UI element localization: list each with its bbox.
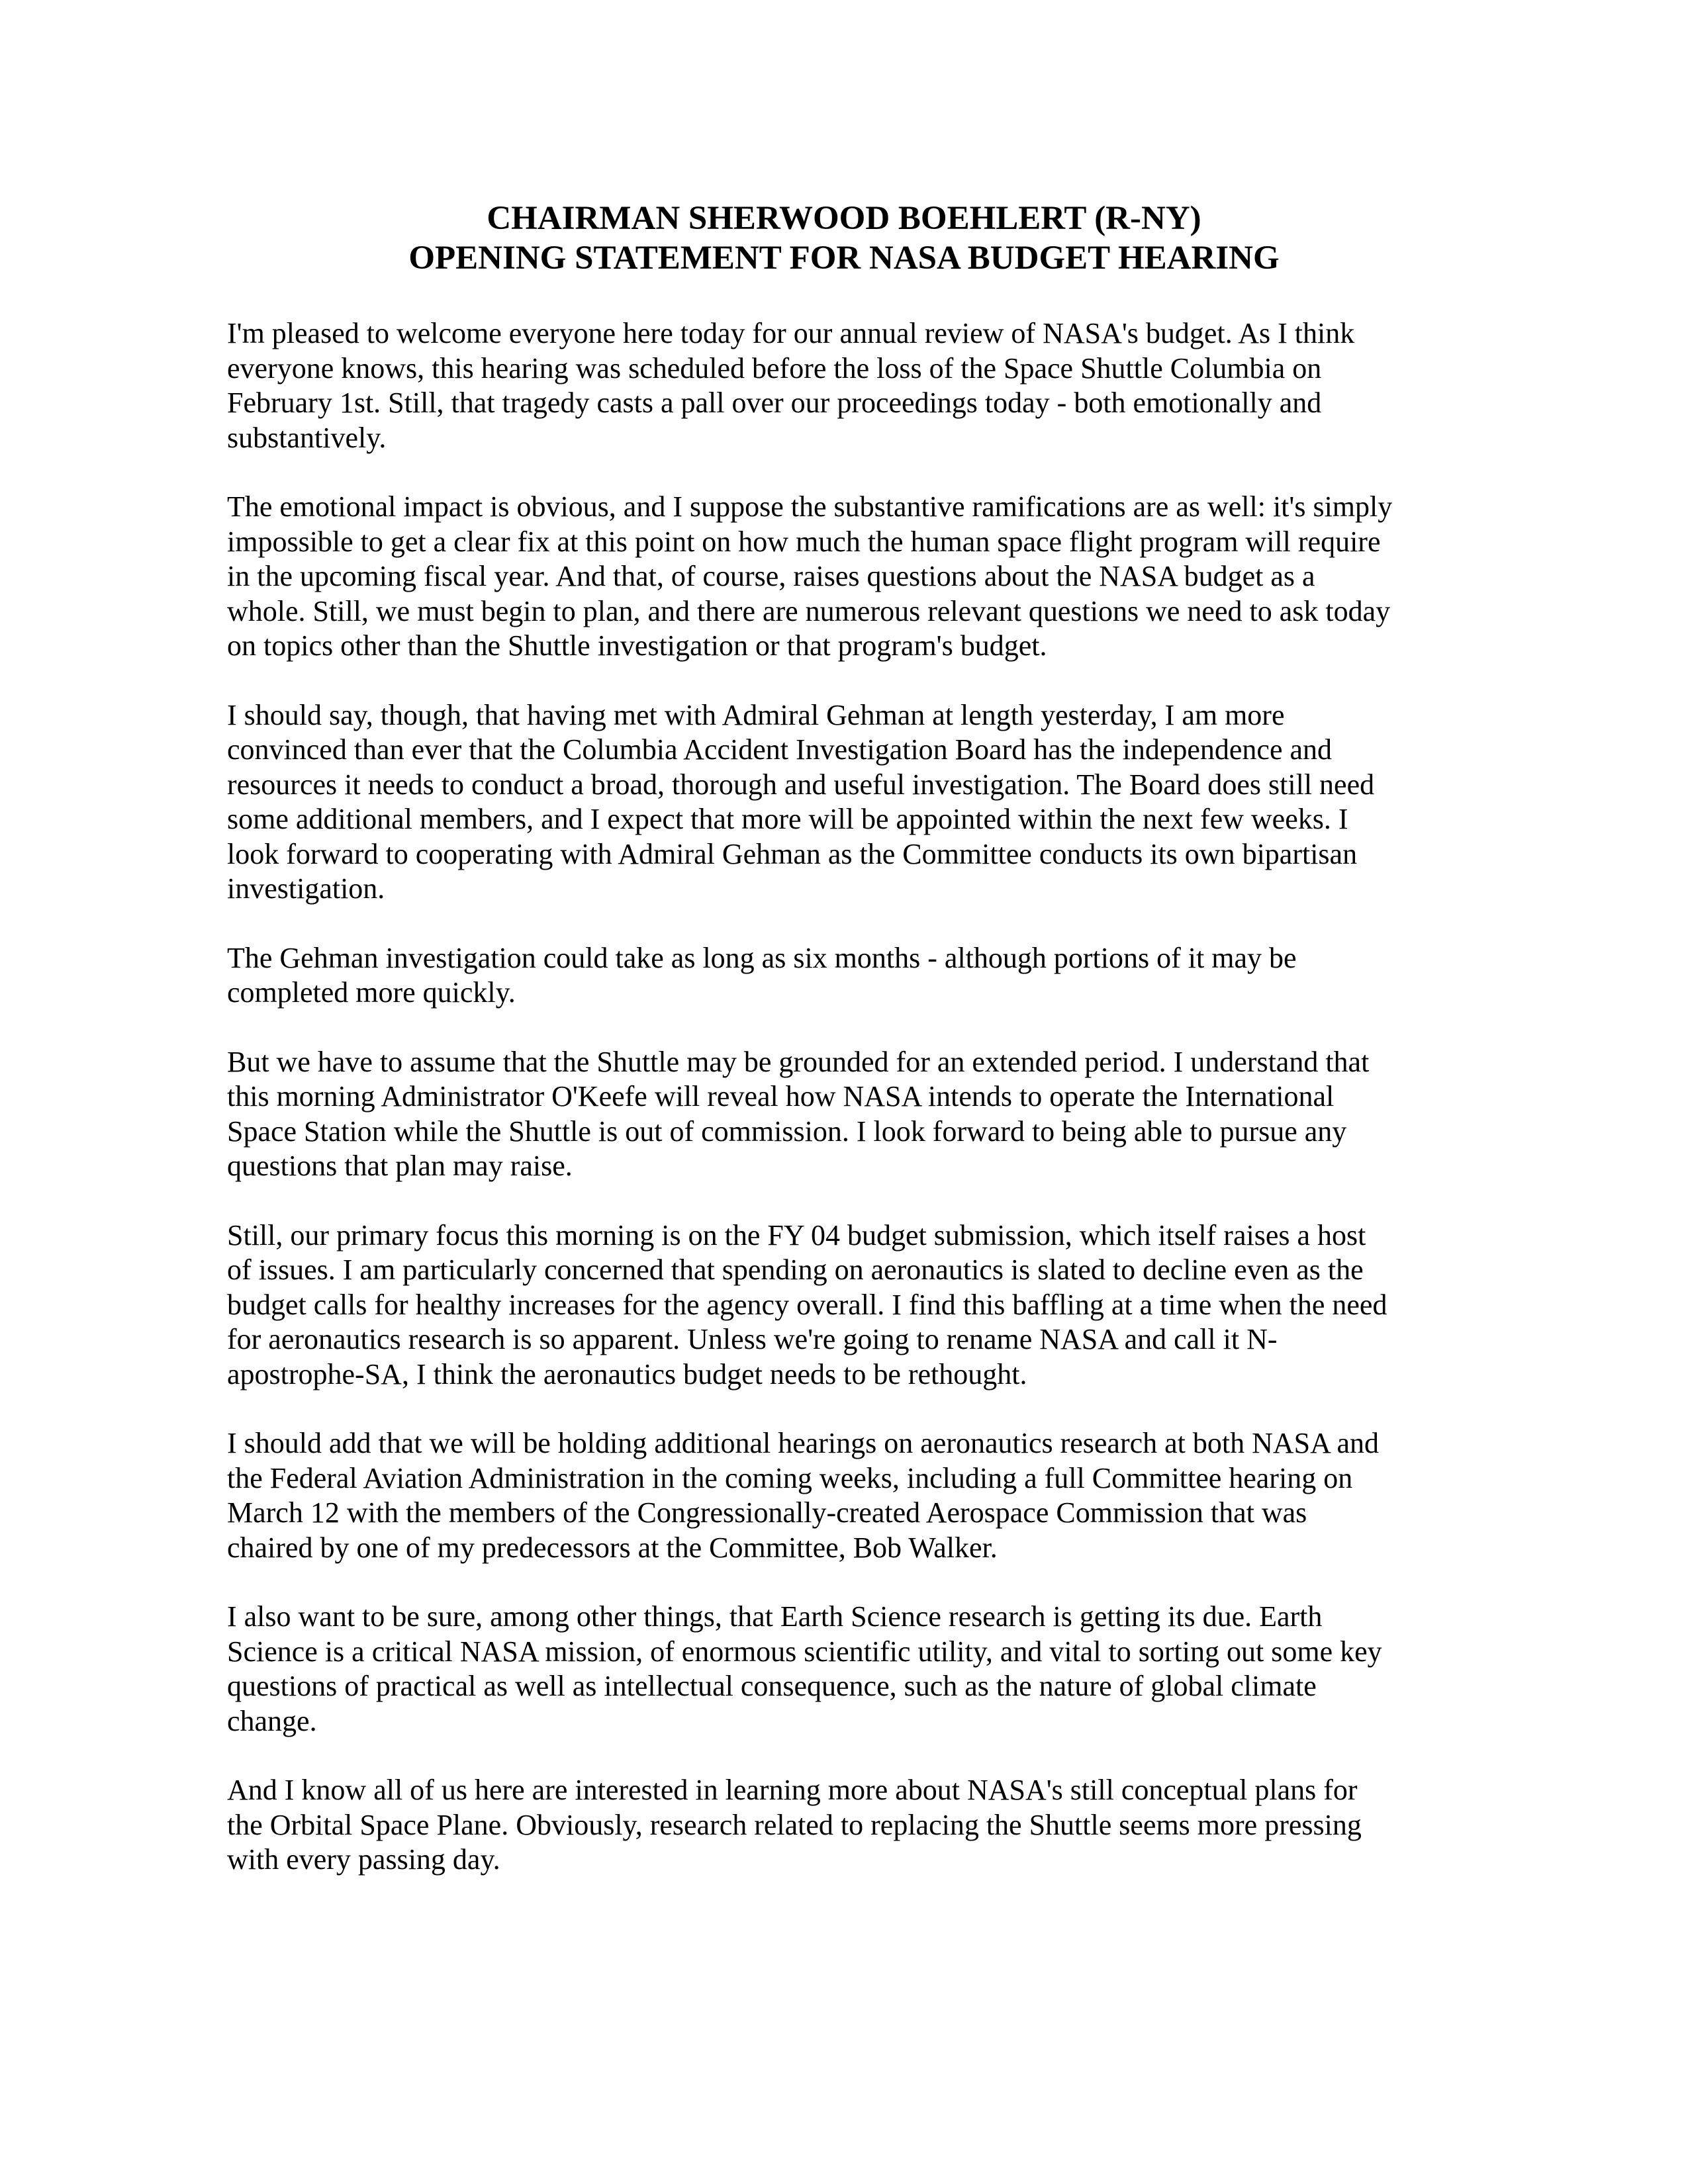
text-line: But we have to assume that the Shuttle may be grounded for an extended period. I understand that [227,1045,1370,1078]
text-line: February 1st. Still, that tragedy casts a pall over our proceedings today - both emotionally and [227,387,1322,419]
text-line: substantively. [227,421,387,454]
text-line: apostrophe-SA, I think the aeronautics budget needs to be rethought. [227,1357,1027,1390]
text-line: questions of practical as well as intellectual consequence, such as the nature of global climate [227,1670,1317,1702]
paragraph-9 [227,1773,1472,1878]
text-line: convinced than ever that the Columbia Accident Investigation Board has the independence and [227,733,1333,766]
text-line: change. [227,1704,317,1737]
paragraph-4 [227,941,1472,1011]
paragraph-3 [227,698,1472,907]
text-line: completed more quickly. [227,976,516,1009]
text-line: impossible to get a clear fix at this point on how much the human space flight program will require [227,525,1381,558]
text-line: with every passing day. [227,1843,500,1876]
text-line: budget calls for healthy increases for the agency overall. I find this baffling at a time when the need [227,1288,1387,1321]
text-line: March 12 with the members of the Congressionally-created Aerospace Commission that was [227,1496,1307,1529]
paragraph-7 [227,1426,1472,1565]
paragraph-8 [227,1600,1472,1739]
text-line: resources it needs to conduct a broad, thorough and useful investigation. The Board does still need [227,768,1375,801]
text-line: Still, our primary focus this morning is on the FY 04 budget submission, which itself raises a host [227,1218,1366,1251]
paragraph-2 [227,490,1472,664]
text-line: Space Station while the Shuttle is out of commission. I look forward to being able to pursue any [227,1115,1347,1148]
text-line: whole. Still, we must begin to plan, and there are numerous relevant questions we need to ask today [227,594,1391,627]
paragraph-6 [227,1218,1472,1392]
text-line: And I know all of us here are interested in learning more about NASA's still conceptual plans for [227,1774,1358,1806]
text-line: I should say, though, that having met with Admiral Gehman at length yesterday, I am more [227,698,1285,731]
text-line: Science is a critical NASA mission, of enormous scientific utility, and vital to sorting out some key [227,1635,1382,1668]
text-line: this morning Administrator O'Keefe will reveal how NASA intends to operate the International [227,1080,1335,1113]
text-line: I should add that we will be holding additional hearings on aeronautics research at both NASA and [227,1427,1380,1459]
text-line: The emotional impact is obvious, and I suppose the substantive ramifications are as well: it's simply [227,490,1393,523]
text-line: look forward to cooperating with Admiral Gehman as the Committee conducts its own bipartisan [227,837,1358,870]
text-line: I'm pleased to welcome everyone here today for our annual review of NASA's budget. As I think [227,317,1355,349]
text-line: chaired by one of my predecessors at the Committee, Bob Walker. [227,1531,998,1564]
text-line: the Federal Aviation Administration in the coming weeks, including a full Committee hearing on [227,1461,1353,1494]
title-line-2: OPENING STATEMENT FOR NASA BUDGET HEARING [408,240,1280,277]
text-line: The Gehman investigation could take as long as six months - although portions of it may be [227,941,1297,974]
text-line: on topics other than the Shuttle investigation or that program's budget. [227,629,1047,662]
text-line: the Orbital Space Plane. Obviously, research related to replacing the Shuttle seems more pressing [227,1808,1362,1841]
title-line-1: CHAIRMAN SHERWOOD BOEHLERT (R-NY) [487,200,1201,237]
text-line: questions that plan may raise. [227,1150,573,1182]
text-line: some additional members, and I expect that more will be appointed within the next few weeks. I [227,803,1348,835]
text-line: I also want to be sure, among other things, that Earth Science research is getting its due. Earth [227,1600,1323,1633]
paragraph-5 [227,1045,1472,1184]
text-line: investigation. [227,872,385,905]
statement-body [227,316,1472,1912]
text-line: in the upcoming fiscal year. And that, of course, raises questions about the NASA budget as a [227,560,1315,592]
text-line: everyone knows, this hearing was scheduled before the loss of the Space Shuttle Columbia on [227,351,1322,385]
paragraph-1 [227,316,1472,455]
text-line: for aeronautics research is so apparent. Unless we're going to rename NASA and call it N- [227,1323,1278,1355]
document-title [199,199,1489,278]
text-line: of issues. I am particularly concerned that spending on aeronautics is slated to decline even as the [227,1253,1364,1286]
